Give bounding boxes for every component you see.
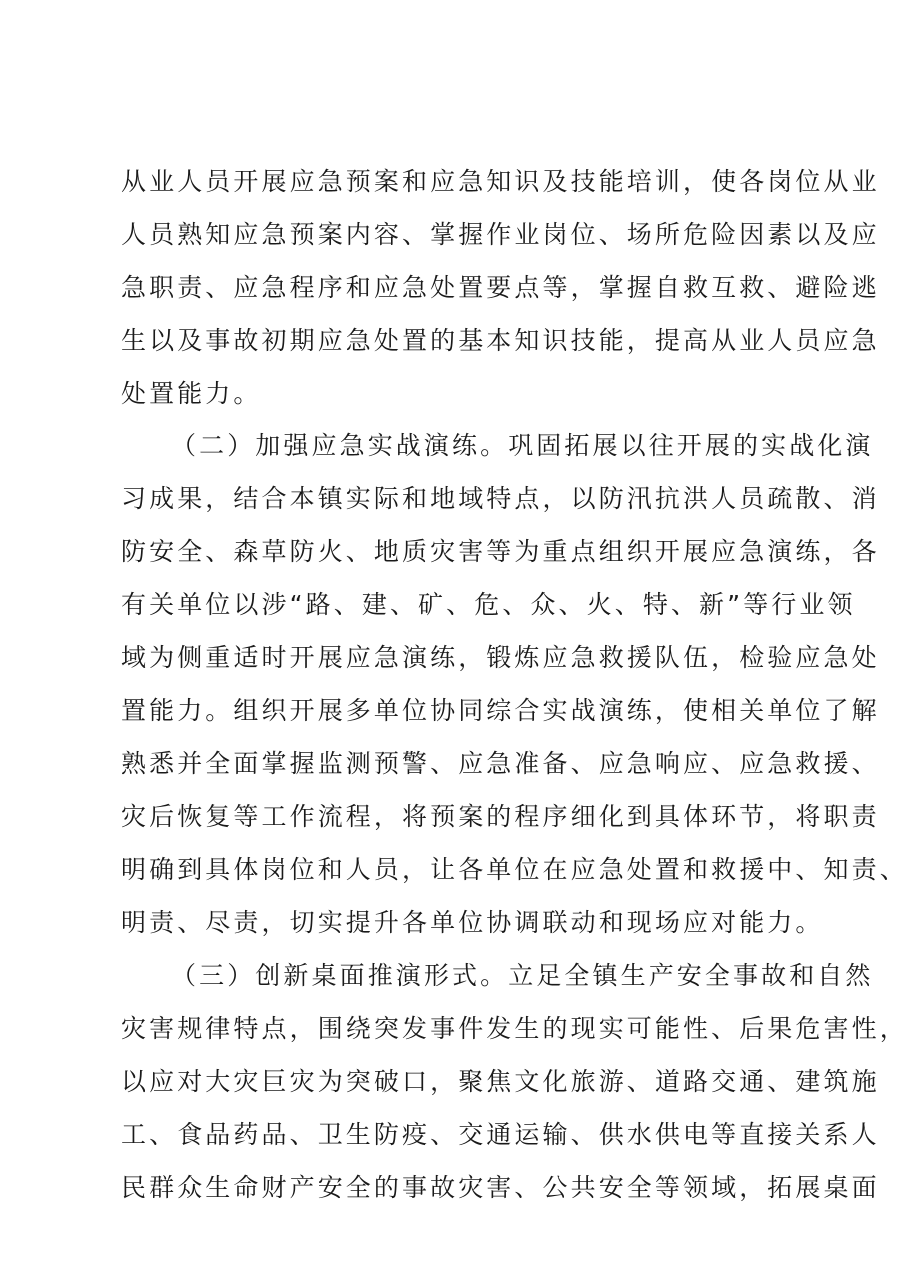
paragraph-line: 明责、尽责，切实提升各单位协调联动和现场应对能力。 xyxy=(121,908,824,937)
paragraph-line: 灾后恢复等工作流程，将预案的程序细化到具体环节，将职责 xyxy=(121,802,880,831)
paragraph-line: 域为侧重适时开展应急演练，锻炼应急救援队伍，检验应急处 xyxy=(121,643,880,672)
paragraph-line: 防安全、森草防火、地质灾害等为重点组织开展应急演练，各 xyxy=(121,537,880,566)
paragraph-line: 从业人员开展应急预案和应急知识及技能培训，使各岗位从业 xyxy=(121,167,880,196)
paragraph-line: 灾害规律特点，围绕突发事件发生的现实可能性、后果危害性， xyxy=(121,1014,908,1043)
paragraph-line: 熟悉并全面掌握监测预警、应急准备、应急响应、应急救援、 xyxy=(121,749,880,778)
paragraph-line: 以应对大灾巨灾为突破口，聚焦文化旅游、道路交通、建筑施 xyxy=(121,1067,880,1096)
paragraph-line: 明确到具体岗位和人员，让各单位在应急处置和救援中、知责、 xyxy=(121,855,908,884)
paragraph-line: 处置能力。 xyxy=(121,379,262,408)
paragraph-line: 工、食品药品、卫生防疫、交通运输、供水供电等直接关系人 xyxy=(121,1120,880,1149)
paragraph-line: 民群众生命财产安全的事故灾害、公共安全等领域，拓展桌面 xyxy=(121,1173,880,1202)
paragraph-line: （三）创新桌面推演形式。立足全镇生产安全事故和自然 xyxy=(171,961,874,990)
paragraph-line: 置能力。组织开展多单位协同综合实战演练，使相关单位了解 xyxy=(121,696,880,725)
paragraph-line: （二）加强应急实战演练。巩固拓展以往开展的实战化演 xyxy=(171,431,874,460)
paragraph-line: 习成果，结合本镇实际和地域特点，以防汛抗洪人员疏散、消 xyxy=(121,484,880,513)
paragraph-line: 有关单位以涉“路、建、矿、危、众、火、特、新”等行业领 xyxy=(121,590,856,619)
paragraph-line: 人员熟知应急预案内容、掌握作业岗位、场所危险因素以及应 xyxy=(121,220,880,249)
paragraph-line: 急职责、应急程序和应急处置要点等，掌握自救互救、避险逃 xyxy=(121,273,880,302)
paragraph-line: 生以及事故初期应急处置的基本知识技能，提高从业人员应急 xyxy=(121,326,880,355)
